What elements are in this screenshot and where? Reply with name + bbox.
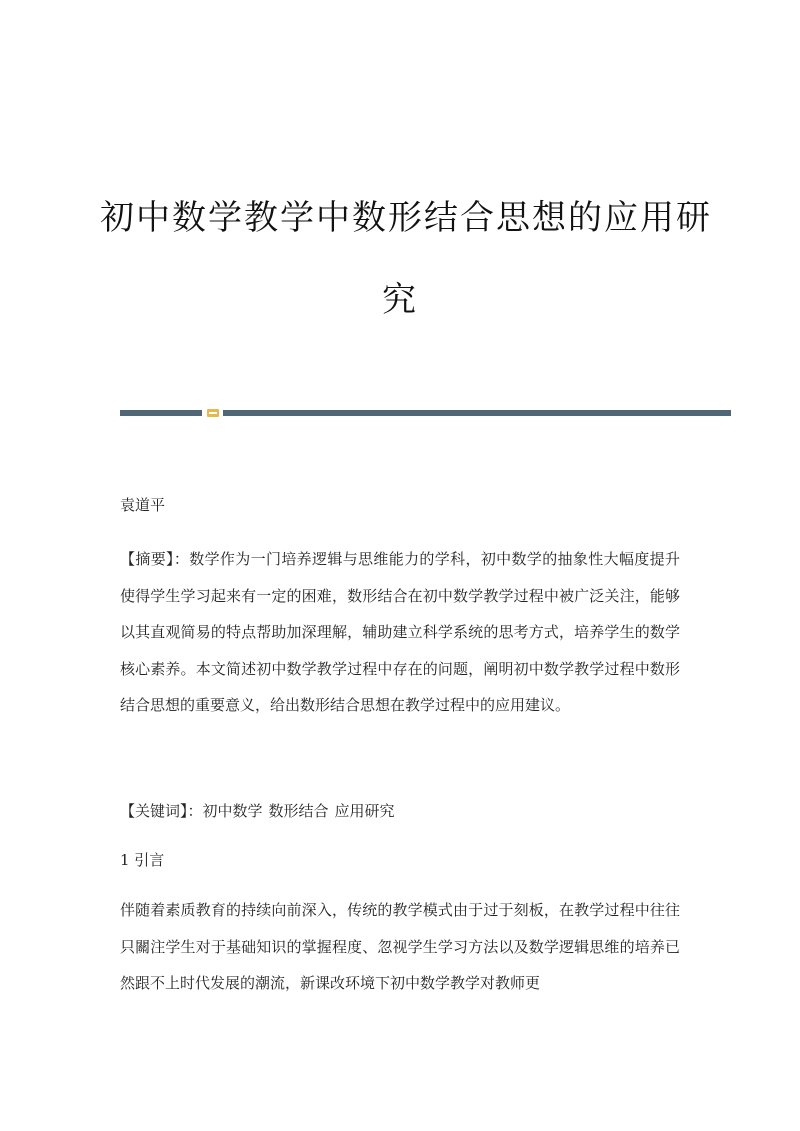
keyword-item: 数形结合 [268, 802, 329, 820]
keyword-item: 初中数学 [202, 802, 263, 820]
abstract-label: 【摘要】： [120, 550, 190, 568]
abstract [120, 541, 680, 724]
paper-title-line-1: 初中数学教学中数形结合思想的应用研 [100, 198, 712, 238]
keyword-item: 应用研究 [334, 802, 395, 820]
divider-ornament-icon [207, 409, 219, 417]
abstract-text: 数学作为一门培养逻辑与思维能力的学科，初中数学的抽象性大幅度提升使得学生学习起来有一定的困难，数形结合在初中数学教学过程中被广泛关注，能够以其直观简易的特点帮助加深理解，辅助建立科学系统的思考方式，培养学生的数学核心素养。本文简述初中数学教学过程中存在的问题，阐明初中数学教学过程中数形结合思想的重要意义，给出数形结合思想在教学过程中的应用建议。 [120, 550, 680, 715]
section-heading: 1 引言 [120, 851, 165, 869]
divider-bar-right [223, 410, 731, 416]
author-name: 袁道平 [120, 496, 166, 514]
keywords [120, 800, 680, 821]
paper-title-line-2: 究 [382, 280, 418, 320]
keywords-label: 【关键词】： [120, 802, 203, 820]
body-paragraph: 伴随着素质教育的持续向前深入，传统的教学模式由于过于刻板，在教学过程中往往只關注学生对于基础知识的掌握程度、忽视学生学习方法以及数学逻辑思维的培养已然跟不上时代发展的潮流，新课改环境下初中数学教学对教师更 [120, 901, 680, 993]
divider-bar-left [120, 410, 202, 416]
title-divider [120, 409, 731, 417]
